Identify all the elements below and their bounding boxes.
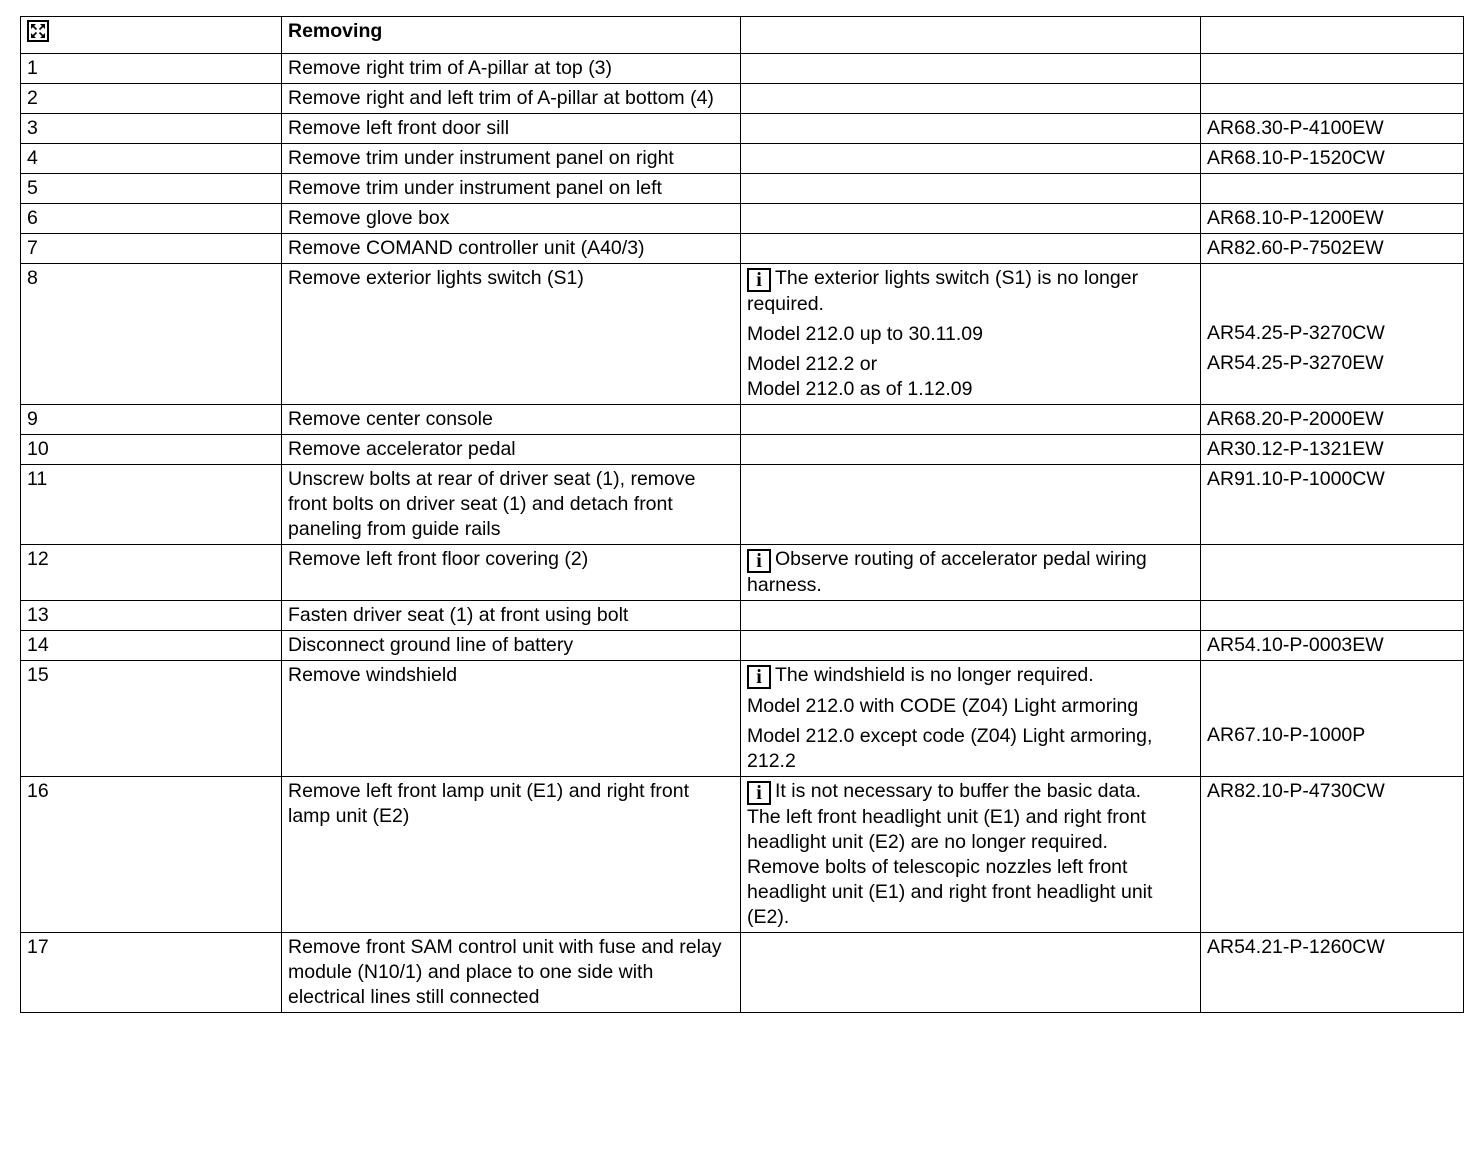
step-number: 11: [21, 465, 282, 545]
table-row: [21, 631, 1464, 661]
step-note: [741, 631, 1201, 661]
header-title: Removing: [282, 17, 741, 54]
model-variant: Model 212.0 up to 30.11.09: [747, 323, 983, 345]
step-number: 10: [21, 435, 282, 465]
step-number: 4: [21, 144, 282, 174]
step-number: 13: [21, 601, 282, 631]
step-number: 15: [21, 661, 282, 777]
model-variant: Model 212.0 as of 1.12.09: [747, 378, 973, 400]
table-row: [21, 777, 1464, 933]
step-reference[interactable]: [1201, 54, 1464, 84]
step-number: 14: [21, 631, 282, 661]
step-note: [741, 777, 1201, 933]
step-note: [741, 84, 1201, 114]
note-text: The windshield is no longer required.: [775, 664, 1094, 686]
step-text: Remove COMAND controller unit (A40/3): [282, 234, 741, 264]
note-line: [747, 779, 1194, 805]
step-text: Fasten driver seat (1) at front using bolt: [282, 601, 741, 631]
step-reference[interactable]: AR82.60-P-7502EW: [1201, 234, 1464, 264]
table-row: [21, 54, 1464, 84]
step-text: Unscrew bolts at rear of driver seat (1), remove front bolts on driver seat (1) and detach front paneling from guide rails: [282, 465, 741, 545]
table-row: [21, 114, 1464, 144]
step-note: [741, 435, 1201, 465]
step-note: [741, 933, 1201, 1013]
table-row: [21, 144, 1464, 174]
note-text: The left front headlight unit (E1) and right front headlight unit (E2) are no longer required.: [747, 806, 1146, 853]
step-number: 8: [21, 264, 282, 405]
note-text: The exterior lights switch (S1) is no longer required.: [747, 267, 1139, 315]
step-number: 12: [21, 545, 282, 601]
step-reference[interactable]: AR30.12-P-1321EW: [1201, 435, 1464, 465]
table-row: [21, 405, 1464, 435]
variant-reference[interactable]: AR67.10-P-1000P: [1207, 724, 1366, 746]
model-variant: Model 212.0 except code (Z04) Light armoring, 212.2: [747, 725, 1153, 772]
note-line: [747, 547, 1194, 598]
model-variant: Model 212.0 with CODE (Z04) Light armoring: [747, 695, 1139, 717]
table-header-row: [21, 17, 1464, 54]
step-number: 9: [21, 405, 282, 435]
step-text: Disconnect ground line of battery: [282, 631, 741, 661]
step-reference[interactable]: AR68.20-P-2000EW: [1201, 405, 1464, 435]
info-icon: i: [747, 549, 771, 573]
step-text: Remove right and left trim of A-pillar at bottom (4): [282, 84, 741, 114]
step-reference[interactable]: AR68.30-P-4100EW: [1201, 114, 1464, 144]
step-reference[interactable]: [1201, 601, 1464, 631]
step-reference[interactable]: [1201, 84, 1464, 114]
step-note: [741, 661, 1201, 777]
step-reference[interactable]: AR68.10-P-1200EW: [1201, 204, 1464, 234]
step-reference[interactable]: [1201, 545, 1464, 601]
step-text: Remove glove box: [282, 204, 741, 234]
note-text: Remove bolts of telescopic nozzles left front headlight unit (E1) and right front headlight unit (E2).: [747, 856, 1153, 928]
table-row: [21, 204, 1464, 234]
step-note: [741, 114, 1201, 144]
step-note: [741, 264, 1201, 405]
header-note-cell: [741, 17, 1201, 54]
step-note: [741, 601, 1201, 631]
table-row: [21, 234, 1464, 264]
step-text: Remove windshield: [282, 661, 741, 777]
step-note: [741, 144, 1201, 174]
step-text: Remove left front lamp unit (E1) and right front lamp unit (E2): [282, 777, 741, 933]
step-text: Remove right trim of A-pillar at top (3): [282, 54, 741, 84]
expand-icon[interactable]: [27, 20, 49, 42]
step-text: Remove accelerator pedal: [282, 435, 741, 465]
step-text: Remove center console: [282, 405, 741, 435]
step-reference[interactable]: AR91.10-P-1000CW: [1201, 465, 1464, 545]
header-icon-cell: [21, 17, 282, 54]
step-note: [741, 54, 1201, 84]
removal-procedure-table: [20, 16, 1464, 1013]
table-row: [21, 545, 1464, 601]
step-text: Remove front SAM control unit with fuse and relay module (N10/1) and place to one side with electrical lines still connected: [282, 933, 741, 1013]
step-number: 2: [21, 84, 282, 114]
ref-spacer: [1207, 663, 1457, 718]
info-icon: i: [747, 665, 771, 689]
ref-spacer: [1207, 266, 1457, 321]
step-reference[interactable]: AR54.21-P-1260CW: [1201, 933, 1464, 1013]
step-reference[interactable]: [1201, 174, 1464, 204]
table-row: [21, 933, 1464, 1013]
note-text: Observe routing of accelerator pedal wiring harness.: [747, 548, 1147, 596]
step-text: Remove exterior lights switch (S1): [282, 264, 741, 405]
step-note: [741, 405, 1201, 435]
step-reference[interactable]: AR68.10-P-1520CW: [1201, 144, 1464, 174]
step-number: 16: [21, 777, 282, 933]
step-number: 1: [21, 54, 282, 84]
step-reference: [1201, 661, 1464, 777]
info-icon: i: [747, 268, 771, 292]
table-row: [21, 661, 1464, 777]
variant-reference[interactable]: AR54.25-P-3270EW: [1207, 352, 1384, 374]
note-text: It is not necessary to buffer the basic data.: [775, 780, 1142, 802]
step-reference[interactable]: AR54.10-P-0003EW: [1201, 631, 1464, 661]
step-note: [741, 204, 1201, 234]
step-number: 17: [21, 933, 282, 1013]
note-line: [747, 266, 1194, 317]
step-note: [741, 465, 1201, 545]
step-number: 3: [21, 114, 282, 144]
step-text: Remove left front door sill: [282, 114, 741, 144]
note-line: [747, 663, 1194, 689]
step-reference[interactable]: AR82.10-P-4730CW: [1201, 777, 1464, 933]
model-variant: Model 212.2 or: [747, 353, 878, 375]
step-note: [741, 174, 1201, 204]
step-reference: [1201, 264, 1464, 405]
table-row: [21, 435, 1464, 465]
step-text: Remove left front floor covering (2): [282, 545, 741, 601]
step-note: [741, 545, 1201, 601]
table-row: [21, 84, 1464, 114]
step-number: 5: [21, 174, 282, 204]
step-note: [741, 234, 1201, 264]
step-number: 6: [21, 204, 282, 234]
step-text: Remove trim under instrument panel on left: [282, 174, 741, 204]
step-number: 7: [21, 234, 282, 264]
info-icon: i: [747, 781, 771, 805]
table-row: [21, 264, 1464, 405]
variant-reference[interactable]: AR54.25-P-3270CW: [1207, 322, 1385, 344]
step-text: Remove trim under instrument panel on right: [282, 144, 741, 174]
table-row: [21, 174, 1464, 204]
table-row: [21, 601, 1464, 631]
header-ref-cell: [1201, 17, 1464, 54]
table-row: [21, 465, 1464, 545]
